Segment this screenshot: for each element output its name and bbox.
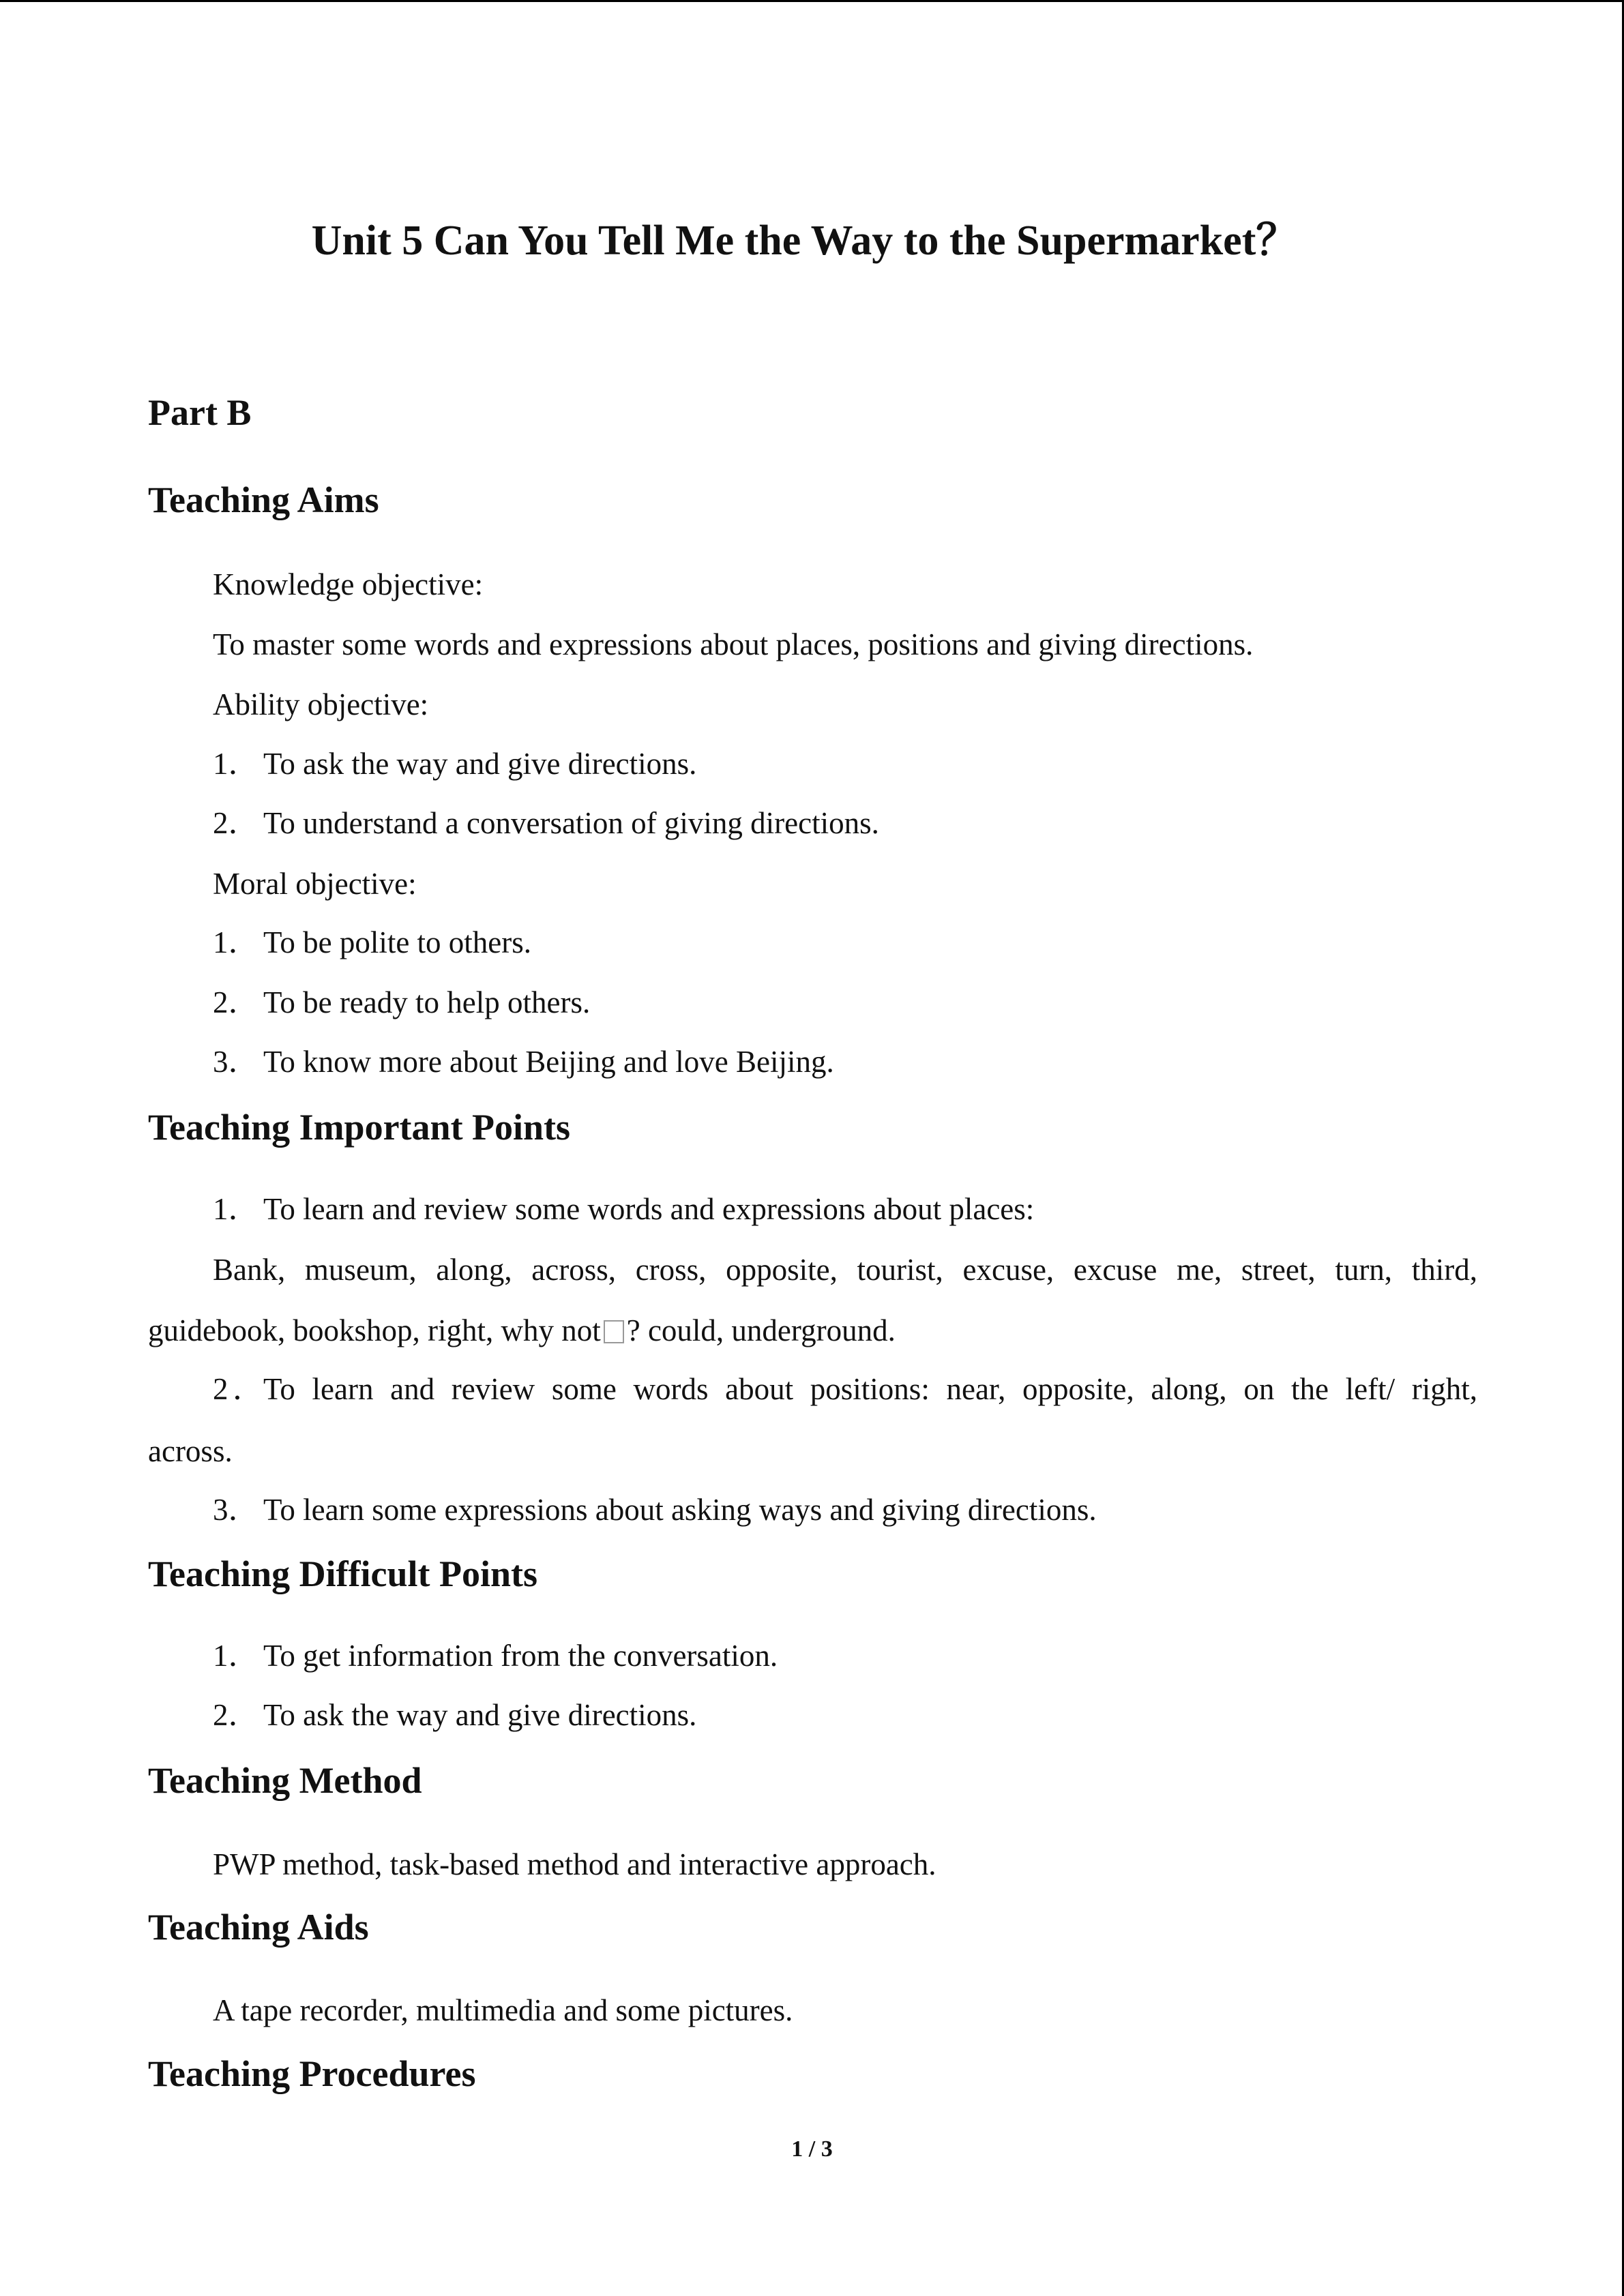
ability-objective-label: Ability objective: — [213, 687, 429, 721]
item-number: 3． — [213, 1045, 259, 1079]
difficult-points-heading: Teaching Difficult Points — [148, 1553, 538, 1594]
part-heading: Part B — [148, 392, 252, 433]
important-item-continuation: across. — [148, 1434, 233, 1468]
ability-item — [213, 803, 879, 844]
item-text: To learn and review some words about positions: near, opposite, along, on the left/ right, — [263, 1372, 1477, 1406]
item-number: 2． — [213, 1372, 263, 1406]
item-number: 1． — [213, 1192, 259, 1226]
important-item — [213, 1369, 1477, 1410]
item-text: To understand a conversation of giving directions. — [263, 806, 879, 840]
item-number: 3． — [213, 1493, 259, 1527]
page-top-border — [0, 0, 1624, 2]
item-number: 1． — [213, 1639, 259, 1673]
item-text: To learn some expressions about asking ways and giving directions. — [263, 1493, 1097, 1527]
item-text: To get information from the conversation. — [263, 1639, 778, 1673]
item-number: 2． — [213, 1698, 259, 1732]
teaching-aids-heading: Teaching Aids — [148, 1907, 369, 1948]
teaching-aids-text: A tape recorder, multimedia and some pictures. — [213, 1993, 793, 2027]
item-text: To be ready to help others. — [263, 985, 591, 1019]
knowledge-objective-label: Knowledge objective: — [213, 567, 484, 601]
moral-item — [213, 1041, 834, 1082]
item-text: To learn and review some words and expressions about places: — [263, 1192, 1035, 1226]
item-number: 2． — [213, 985, 259, 1019]
vocabulary-text: ? could, underground. — [626, 1313, 896, 1347]
knowledge-objective-text: To master some words and expressions about places, positions and giving directions. — [213, 627, 1254, 661]
moral-item — [213, 982, 590, 1023]
vocabulary-line: Bank, museum, along, across, cross, opposite, tourist, excuse, excuse me, street, turn, third, — [213, 1253, 1477, 1287]
item-text: To know more about Beijing and love Beijing. — [263, 1045, 834, 1079]
important-item — [213, 1189, 1034, 1229]
item-number: 1． — [213, 925, 259, 959]
important-points-heading: Teaching Important Points — [148, 1107, 571, 1148]
vocabulary-line — [148, 1310, 896, 1351]
moral-item — [213, 922, 531, 963]
item-text: To ask the way and give directions. — [263, 747, 697, 781]
important-item — [213, 1489, 1097, 1530]
placeholder-box-icon — [604, 1320, 624, 1343]
vocabulary-text: guidebook, bookshop, right, why not — [148, 1313, 601, 1347]
difficult-item — [213, 1635, 778, 1676]
teaching-aims-heading: Teaching Aims — [148, 479, 379, 520]
item-text: To ask the way and give directions. — [263, 1698, 697, 1732]
teaching-procedures-heading: Teaching Procedures — [148, 2053, 476, 2094]
page-number: 1 / 3 — [791, 2136, 833, 2162]
item-text: To be polite to others. — [263, 925, 532, 959]
ability-item — [213, 743, 696, 784]
difficult-item — [213, 1695, 696, 1735]
moral-objective-label: Moral objective: — [213, 867, 417, 901]
item-number: 2． — [213, 806, 259, 840]
document-title: Unit 5 Can You Tell Me the Way to the Supermarket？ — [311, 218, 1299, 264]
teaching-method-heading: Teaching Method — [148, 1760, 422, 1801]
teaching-method-text: PWP method, task-based method and interactive approach. — [213, 1847, 936, 1881]
item-number: 1． — [213, 747, 259, 781]
